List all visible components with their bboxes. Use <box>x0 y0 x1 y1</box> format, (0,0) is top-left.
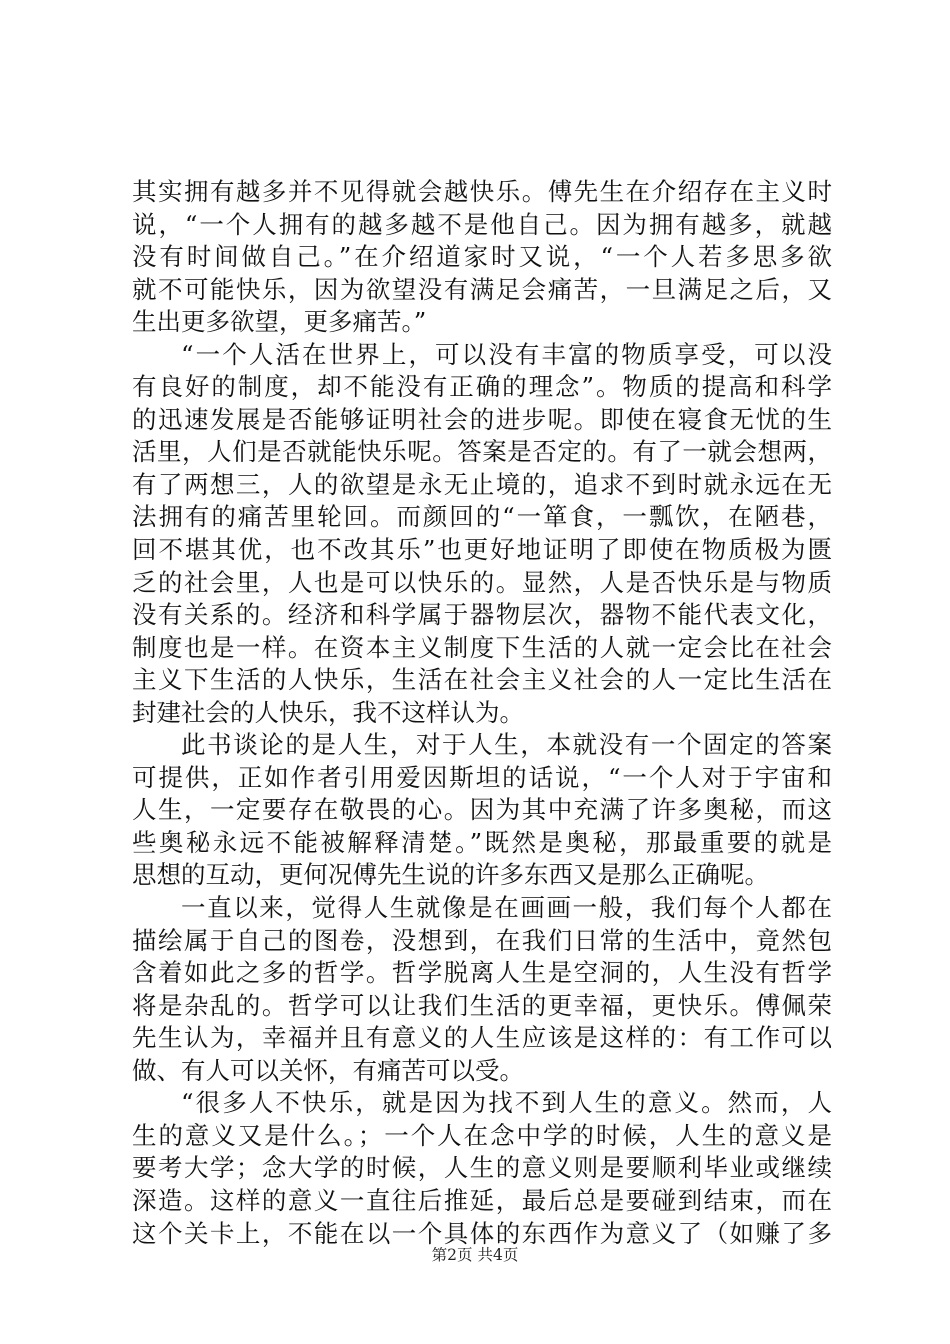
text-line: 含着如此之多的哲学。哲学脱离人生是空洞的，人生没有哲学 <box>132 958 832 988</box>
text-line: 有良好的制度，却不能没有正确的理念”。物质的提高和科学 <box>132 372 832 402</box>
text-line: 深造。这样的意义一直往后推延，最后总是要碰到结束，而在 <box>132 1185 832 1215</box>
text-line: 生的意义又是什么。；一个人在念中学的时候，人生的意义是 <box>132 1120 832 1150</box>
text-line: 有了两想三，人的欲望是永无止境的，追求不到时就永远在无 <box>132 469 832 499</box>
text-line: 回不堪其优，也不改其乐”也更好地证明了即使在物质极为匮 <box>132 535 832 565</box>
text-line: 生出更多欲望，更多痛苦。” <box>132 307 427 337</box>
text-line: 可提供，正如作者引用爱因斯坦的话说，“一个人对于宇宙和 <box>132 762 832 792</box>
text-line: 说，“一个人拥有的越多越不是他自己。因为拥有越多，就越 <box>132 209 832 239</box>
text-line: “很多人不快乐，就是因为找不到人生的意义。然而，人 <box>181 1088 832 1118</box>
text-line: 就不可能快乐，因为欲望没有满足会痛苦，一旦满足之后，又 <box>132 274 832 304</box>
text-line: 一直以来，觉得人生就像是在画画一般，我们每个人都在 <box>181 893 832 923</box>
text-line: 描绘属于自己的图卷，没想到，在我们日常的生活中，竟然包 <box>132 925 832 955</box>
text-line: 乏的社会里，人也是可以快乐的。显然，人是否快乐是与物质 <box>132 567 832 597</box>
text-line: 将是杂乱的。哲学可以让我们生活的更幸福，更快乐。傅佩荣 <box>132 990 832 1020</box>
body-text <box>132 176 832 1250</box>
text-line: 的迅速发展是否能够证明社会的进步呢。即使在寝食无忧的生 <box>132 404 832 434</box>
text-line: 思想的互动，更何况傅先生说的许多东西又是那么正确呢。 <box>132 860 769 890</box>
text-line: 些奥秘永远不能被解释清楚。”既然是奥秘，那最重要的就是 <box>132 827 832 857</box>
text-line: 没有时间做自己。”在介绍道家时又说，“一个人若多思多欲 <box>132 242 832 272</box>
text-line: 做、有人可以关怀，有痛苦可以受。 <box>132 1055 524 1085</box>
text-line: 其实拥有越多并不见得就会越快乐。傅先生在介绍存在主义时 <box>132 177 832 206</box>
page-footer: 第2页 共4页 <box>431 1246 519 1264</box>
text-line: 制度也是一样。在资本主义制度下生活的人就一定会比在社会 <box>132 632 832 662</box>
text-line: 这个关卡上，不能在以一个具体的东西作为意义了（如赚了多 <box>132 1218 832 1248</box>
text-line: 先生认为，幸福并且有意义的人生应该是这样的：有工作可以 <box>132 1023 832 1053</box>
text-line: 活里，人们是否就能快乐呢。答案是否定的。有了一就会想两， <box>132 437 832 467</box>
text-line: 人生，一定要存在敬畏的心。因为其中充满了许多奥秘，而这 <box>132 795 832 825</box>
text-line: 封建社会的人快乐，我不这样认为。 <box>132 697 524 727</box>
text-line: 法拥有的痛苦里轮回。而颜回的“一箪食，一瓢饮，在陋巷， <box>132 502 832 532</box>
text-line: 主义下生活的人快乐，生活在社会主义社会的人一定比生活在 <box>132 665 832 695</box>
text-line: 没有关系的。经济和科学属于器物层次，器物不能代表文化， <box>132 600 832 630</box>
text-line: “一个人活在世界上，可以没有丰富的物质享受，可以没 <box>181 339 832 369</box>
text-line: 要考大学；念大学的时候，人生的意义则是要顺利毕业或继续 <box>132 1153 832 1183</box>
text-line: 此书谈论的是人生，对于人生，本就没有一个固定的答案 <box>181 730 832 760</box>
